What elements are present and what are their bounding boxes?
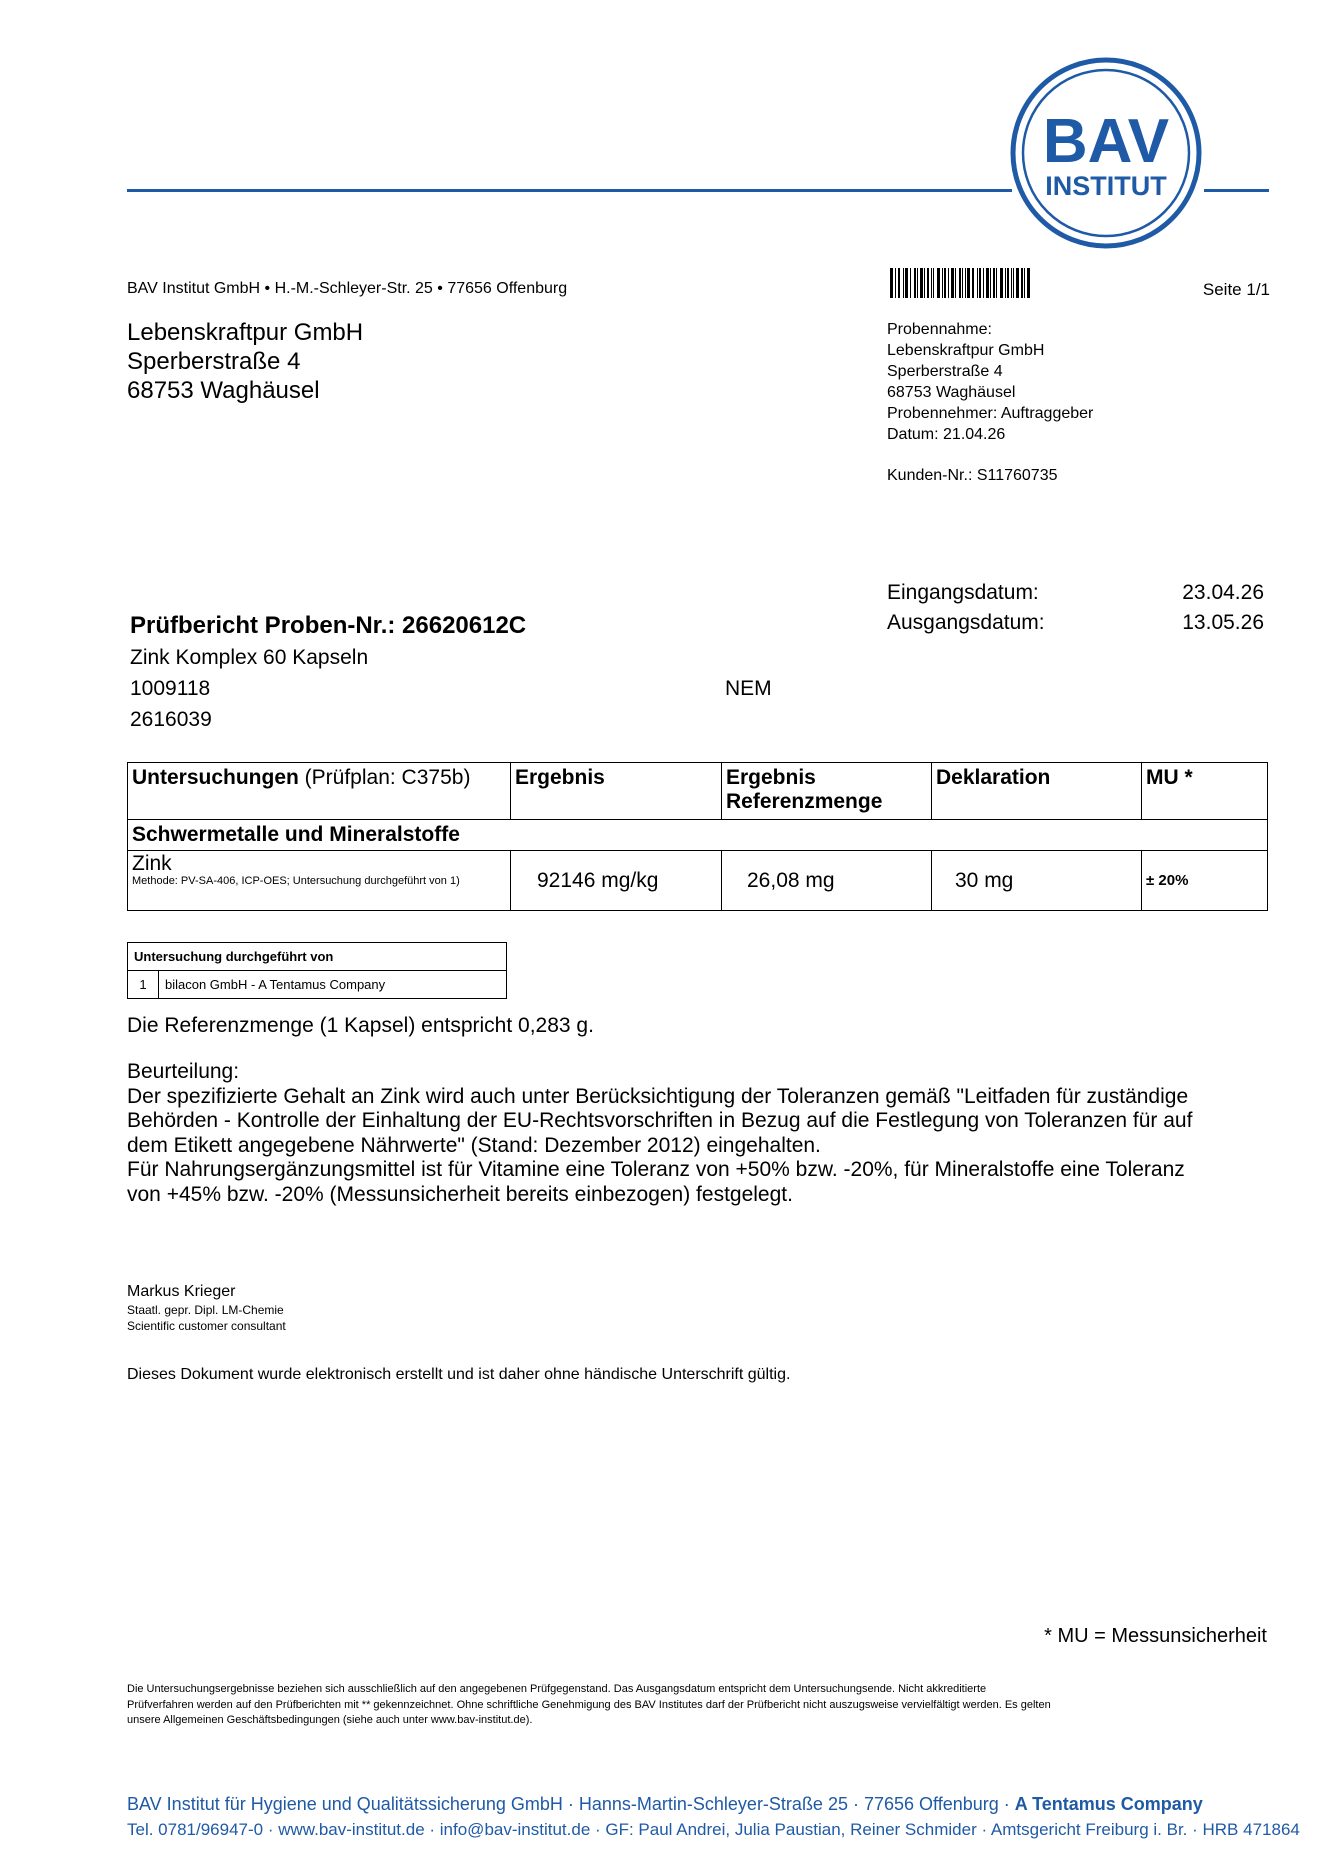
disclaimer-line: Prüfverfahren werden auf den Prüfberichten mit ** gekennzeichnet. Ohne schriftliche Genehmigung des BAV Institutes darf der Prüfbericht nicht auszugsweise vervielfältigt werden. Es gelten — [127, 1698, 1051, 1711]
electronic-note: Dieses Dokument wurde elektronisch erstellt und ist daher ohne händische Unterschrift gültig. — [127, 1366, 791, 1383]
recipient-line: Sperberstraße 4 — [127, 348, 301, 375]
header-mu: MU * — [1142, 763, 1268, 820]
header-examinations-plan: (Prüfplan: C375b) — [298, 766, 471, 789]
header-reference-line2: Referenzmenge — [726, 790, 883, 813]
header-declaration: Deklaration — [932, 763, 1142, 820]
disclaimer-line: unsere Allgemeinen Geschäftsbedingungen (siehe auch unter www.bav-institut.de). — [127, 1714, 533, 1726]
sampling-label: Probennahme: — [887, 321, 992, 338]
lab-name: bilacon GmbH - A Tentamus Company — [159, 971, 507, 999]
analyte-method: Methode: PV-SA-406, ICP-OES; Untersuchung durchgeführt von 1) — [132, 875, 460, 887]
assessment-line: Behörden - Kontrolle der Einhaltung der EU-Rechtsvorschriften in Bezug auf die Festlegung von Toleranzen für auf — [127, 1109, 1193, 1132]
reference-value: 26,08 mg — [722, 851, 932, 911]
analyte-name: Zink — [132, 852, 172, 875]
product-id-2: 2616039 — [130, 708, 212, 731]
mu-note: * MU = Messunsicherheit — [1044, 1625, 1267, 1647]
barcode — [890, 268, 1115, 298]
assessment-line: von +45% bzw. -20% (Messunsicherheit bereits einbezogen) festgelegt. — [127, 1182, 793, 1206]
sender-line: BAV Institut GmbH • H.-M.-Schleyer-Str. 25 • 77656 Offenburg — [127, 280, 568, 297]
product-category: NEM — [725, 677, 772, 700]
customer-number: Kunden-Nr.: S11760735 — [887, 467, 1058, 484]
header-reference-line1: Ergebnis — [726, 766, 816, 789]
table-row — [128, 851, 1268, 911]
header-reference-result — [722, 763, 932, 820]
received-date-value: 23.04.26 — [1182, 581, 1264, 604]
assessment-line: dem Etikett angegebene Nährwerte" (Stand: Dezember 2012) eingehalten. — [127, 1133, 821, 1157]
assessment-line: Der spezifizierte Gehalt an Zink wird auch unter Berücksichtigung der Toleranzen gemäß "Leitfaden für zuständige — [127, 1084, 1189, 1108]
sampling-line: 68753 Waghäusel — [887, 384, 1016, 401]
assessment-block — [127, 1060, 1277, 1207]
performed-by-header: Untersuchung durchgeführt von — [128, 943, 507, 971]
result-value: 92146 mg/kg — [511, 851, 722, 911]
received-date-label: Eingangsdatum: — [887, 581, 1039, 604]
header-rule-right — [1204, 189, 1269, 192]
footer-line2: Tel. 0781/96947-0 · www.bav-institut.de · info@bav-institut.de · GF: Paul Andrei, Julia Paustian, Reiner Schmider · Amtsgericht Freiburg i. Br. · HRB 471864 — [127, 1820, 1300, 1839]
mu-value: ± 20% — [1142, 851, 1268, 911]
recipient-address — [127, 318, 363, 405]
declaration-value: 30 mg — [932, 851, 1142, 911]
lab-number: 1 — [128, 971, 159, 999]
footer-line1 — [127, 1794, 1203, 1815]
output-date-value: 13.05.26 — [1182, 611, 1264, 634]
assessment-label: Beurteilung: — [127, 1060, 240, 1083]
disclaimer — [127, 1682, 1277, 1729]
recipient-line: Lebenskraftpur GmbH — [127, 319, 364, 346]
sampling-line: Probennehmer: Auftraggeber — [887, 405, 1094, 422]
logo-line1: BAV — [1042, 107, 1170, 176]
output-date-label: Ausgangsdatum: — [887, 611, 1045, 634]
product-id-1: 1009118 — [130, 677, 211, 700]
disclaimer-line: Die Untersuchungsergebnisse beziehen sich ausschließlich auf den angegebenen Prüfgegenstand. Das Ausgangsdatum entspricht dem Untersuchungsende. Nicht akkreditierte — [127, 1683, 987, 1695]
header-result: Ergebnis — [511, 763, 722, 820]
section-title: Schwermetalle und Mineralstoffe — [128, 820, 1268, 851]
sampling-line: Sperberstraße 4 — [887, 363, 1003, 380]
header-examinations — [128, 763, 511, 820]
section-row — [128, 820, 1268, 851]
recipient-line: 68753 Waghäusel — [127, 377, 320, 404]
sampling-block — [887, 319, 1093, 486]
footer-company-tag: A Tentamus Company — [1014, 1794, 1203, 1814]
analyte-cell — [128, 851, 511, 911]
header-rule-left — [127, 189, 1012, 192]
footer-address: BAV Institut für Hygiene und Qualitätssicherung GmbH · Hanns-Martin-Schleyer-Straße 25 · 77656 Offenburg · — [127, 1794, 1015, 1814]
product-name: Zink Komplex 60 Kapseln — [130, 646, 369, 669]
reference-note: Die Referenzmenge (1 Kapsel) entspricht 0,283 g. — [127, 1014, 594, 1037]
assessment-line: Für Nahrungsergänzungsmittel ist für Vitamine eine Toleranz von +50% bzw. -20%, für Mineralstoffe eine Toleranz — [127, 1158, 1185, 1181]
sampling-line: Lebenskraftpur GmbH — [887, 342, 1045, 359]
bav-logo — [1010, 57, 1202, 249]
results-header-row — [128, 763, 1268, 820]
performed-by-table — [127, 942, 507, 999]
results-table — [127, 762, 1268, 911]
signature-title2: Scientific customer consultant — [127, 1319, 286, 1333]
logo-line2: INSTITUT — [1045, 171, 1167, 201]
signature-title1: Staatl. gepr. Dipl. LM-Chemie — [127, 1303, 284, 1317]
page-number: Seite 1/1 — [1202, 280, 1270, 299]
report-title: Prüfbericht Proben-Nr.: 26620612C — [130, 612, 527, 639]
sampling-line: Datum: 21.04.26 — [887, 426, 1006, 443]
signature-name: Markus Krieger — [127, 1283, 236, 1300]
header-examinations-bold: Untersuchungen — [132, 766, 299, 789]
